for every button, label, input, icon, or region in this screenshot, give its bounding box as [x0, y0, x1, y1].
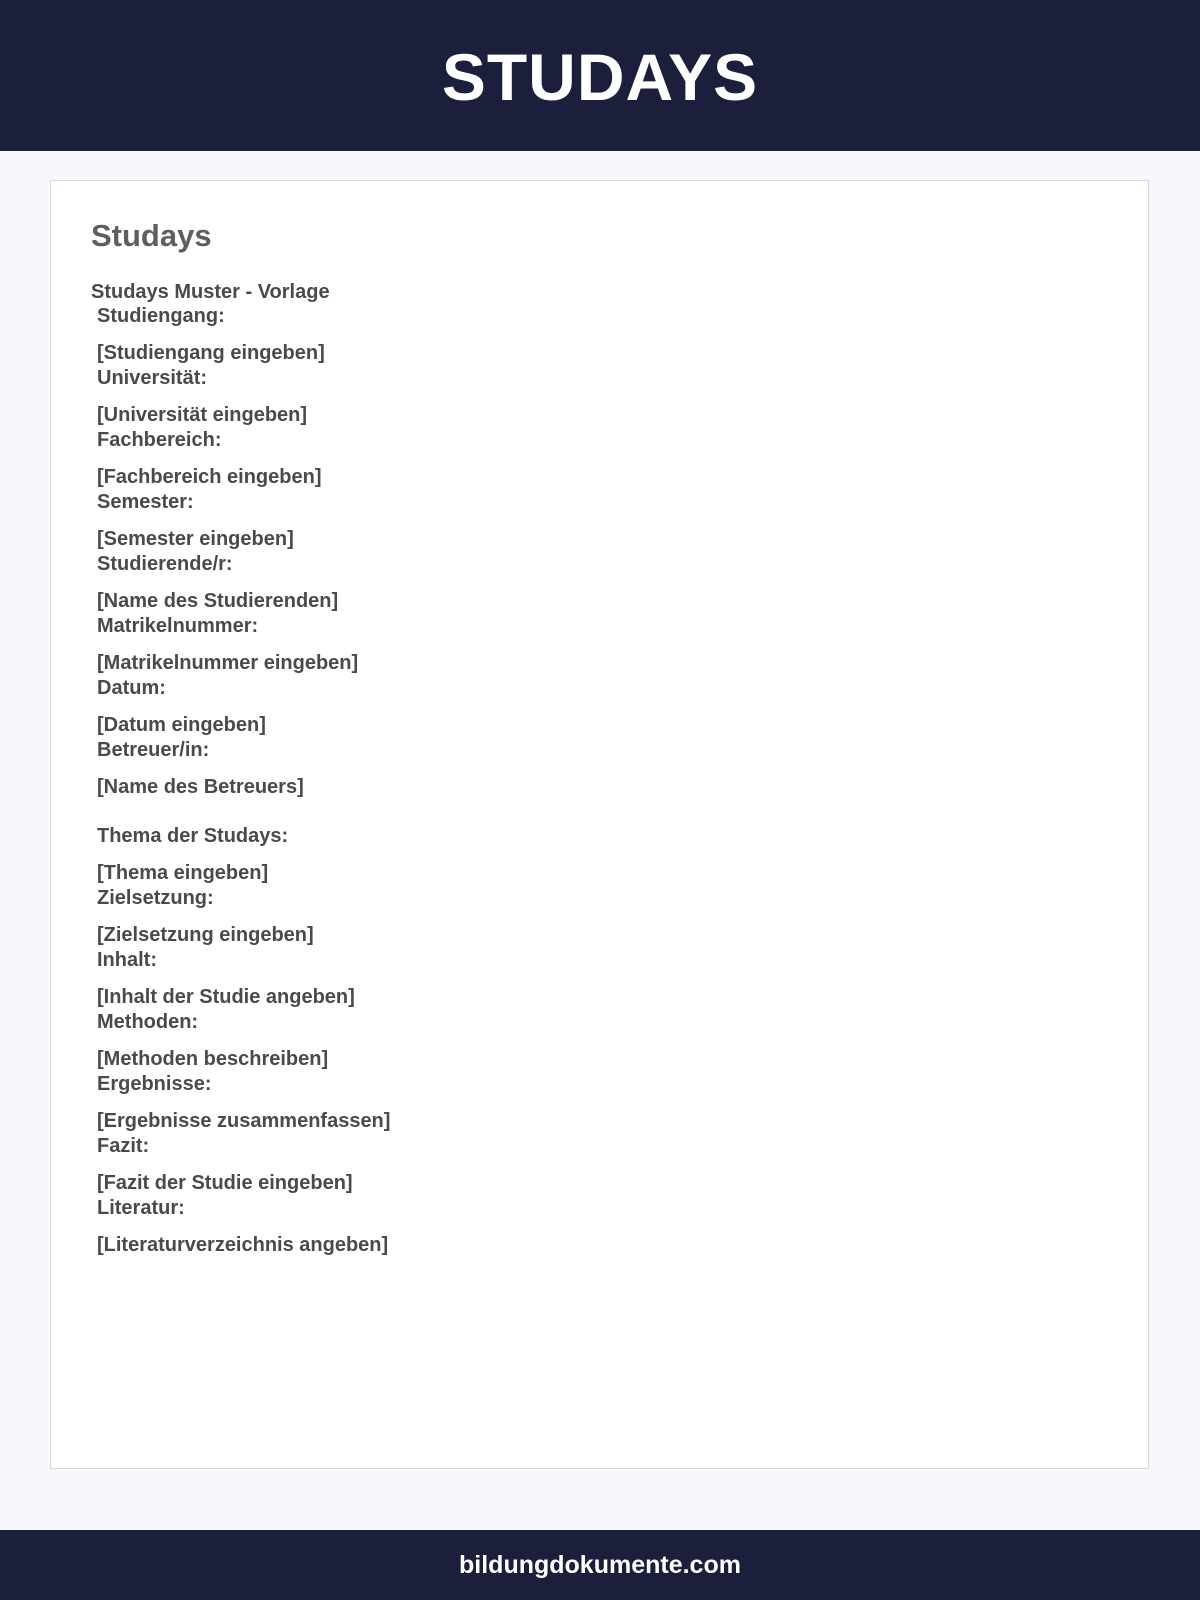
field-label: Ergebnisse:	[97, 1073, 212, 1095]
field-placeholder: [Name des Studierenden]	[97, 590, 339, 612]
field-label: Matrikelnummer:	[97, 615, 259, 637]
field-placeholder: [Universität eingeben]	[97, 404, 308, 426]
document-card	[50, 180, 1149, 1469]
footer-site-name: bildungdokumente.com	[459, 1550, 741, 1579]
field-label: Thema der Studays:	[97, 825, 289, 847]
field-placeholder: [Datum eingeben]	[97, 714, 266, 736]
field-fazit	[97, 1134, 697, 1196]
field-label: Methoden:	[97, 1011, 199, 1033]
field-placeholder: [Inhalt der Studie angeben]	[97, 986, 355, 1008]
field-placeholder: [Zielsetzung eingeben]	[97, 924, 314, 946]
field-label: Semester:	[97, 491, 194, 513]
field-fachbereich	[97, 428, 697, 490]
field-zielsetzung	[97, 886, 697, 948]
field-placeholder: [Fazit der Studie eingeben]	[97, 1172, 353, 1194]
page-footer	[0, 1530, 1200, 1600]
field-studierende	[97, 552, 697, 614]
field-label: Fachbereich:	[97, 429, 222, 451]
field-label: Literatur:	[97, 1197, 185, 1219]
field-studiengang	[97, 304, 697, 366]
field-label: Fazit:	[97, 1135, 150, 1157]
document-heading: Studays	[91, 218, 212, 253]
section-spacer	[97, 800, 697, 824]
field-label: Datum:	[97, 677, 166, 699]
field-universitaet	[97, 366, 697, 428]
field-placeholder: [Studiengang eingeben]	[97, 342, 325, 364]
field-label: Studierende/r:	[97, 553, 233, 575]
field-label: Studiengang:	[97, 305, 225, 327]
field-placeholder: [Fachbereich eingeben]	[97, 466, 322, 488]
field-label: Zielsetzung:	[97, 887, 214, 909]
field-betreuer	[97, 738, 697, 800]
field-placeholder: [Name des Betreuers]	[97, 776, 304, 798]
field-datum	[97, 676, 697, 738]
field-semester	[97, 490, 697, 552]
field-methoden	[97, 1010, 697, 1072]
field-inhalt	[97, 948, 697, 1010]
document-fields	[97, 304, 697, 1258]
header-title: STUDAYS	[441, 39, 759, 114]
field-ergebnisse	[97, 1072, 697, 1134]
field-placeholder: [Semester eingeben]	[97, 528, 294, 550]
field-label: Betreuer/in:	[97, 739, 210, 761]
document-subtitle: Studays Muster - Vorlage	[91, 281, 330, 303]
field-label: Inhalt:	[97, 949, 157, 971]
field-label: Universität:	[97, 367, 208, 389]
field-placeholder: [Ergebnisse zusammenfassen]	[97, 1110, 391, 1132]
field-placeholder: [Literaturverzeichnis angeben]	[97, 1234, 389, 1256]
page-header	[0, 0, 1200, 151]
field-literatur	[97, 1196, 697, 1258]
field-placeholder: [Thema eingeben]	[97, 862, 269, 884]
field-placeholder: [Methoden beschreiben]	[97, 1048, 329, 1070]
field-matrikelnummer	[97, 614, 697, 676]
field-thema	[97, 824, 697, 886]
field-placeholder: [Matrikelnummer eingeben]	[97, 652, 359, 674]
